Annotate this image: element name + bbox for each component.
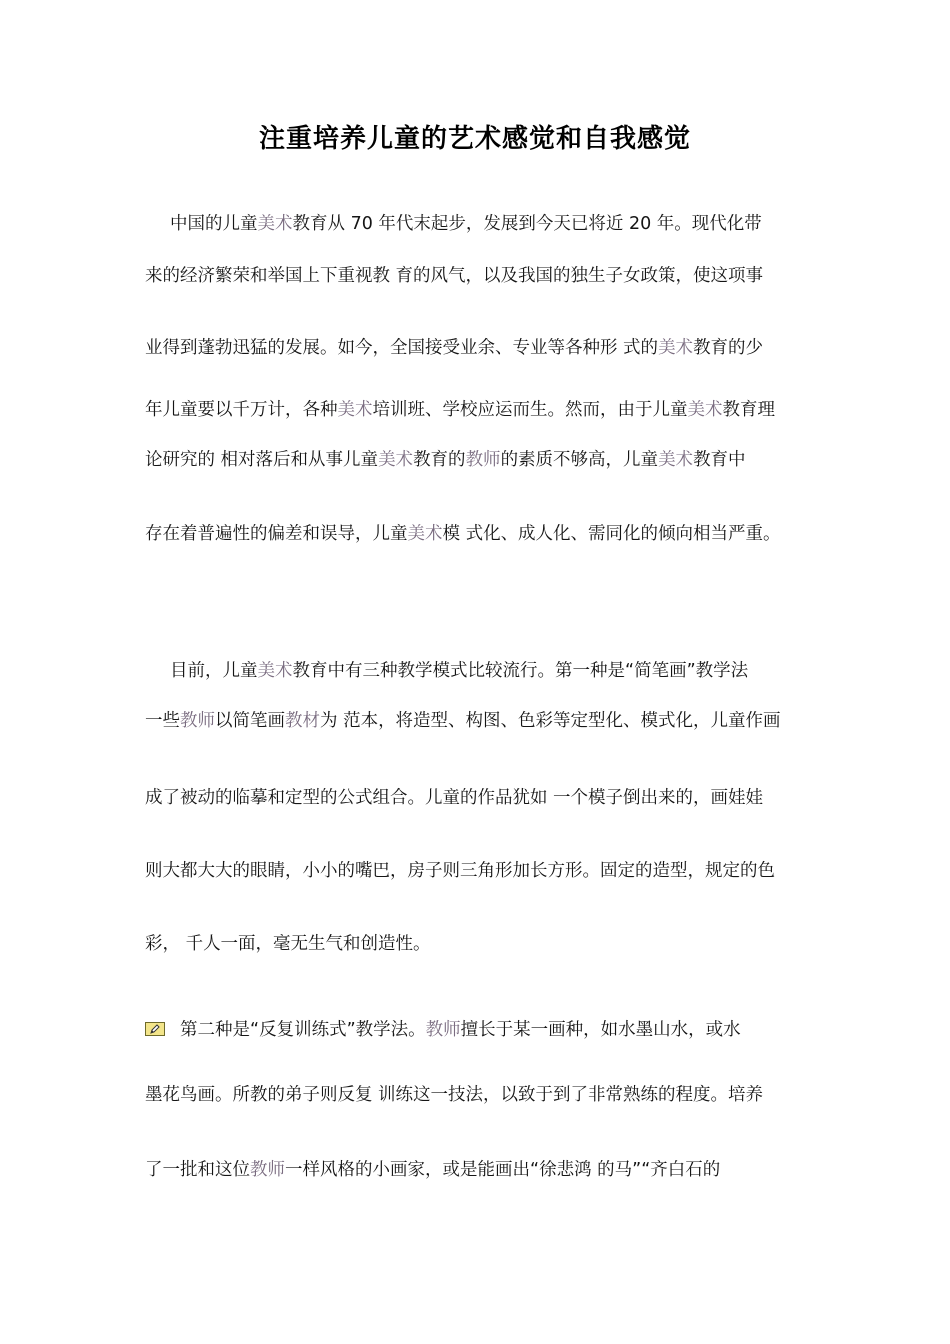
paragraph-2-line-2	[145, 709, 825, 733]
keyword-link[interactable]: 美术	[378, 450, 414, 470]
text-segment: 模 式化、成人化、需同化的倾向相当严重。	[442, 524, 781, 544]
paragraph-2-line-1	[170, 659, 850, 683]
text-segment: 墨花鸟画。所教的弟子则反复 训练这一技法，以致于到了非常熟练的程度。培养	[145, 1085, 764, 1105]
text-segment: 教育理	[722, 400, 775, 420]
paragraph-1-line-1	[170, 212, 850, 236]
keyword-link[interactable]: 教师	[425, 1020, 461, 1040]
paragraph-3-line-1	[180, 1018, 860, 1042]
keyword-link[interactable]: 教师	[465, 450, 501, 470]
text-segment: 业得到蓬勃迅猛的发展。如今，全国接受业余、专业等各种形 式的	[145, 338, 659, 358]
text-segment: 以简笔画	[215, 711, 285, 731]
paragraph-3-line-3	[145, 1158, 825, 1182]
text-segment: 一样风格的小画家，或是能画出“徐悲鸿 的马”“齐白石的	[285, 1160, 721, 1180]
pencil-icon	[149, 1023, 161, 1035]
text-segment: 成了被动的临摹和定型的公式组合。儿童的作品犹如 一个模子倒出来的，画娃娃	[145, 788, 764, 808]
text-segment: 教育从 70 年代末起步，发展到今天已将近 20 年。现代化带	[292, 214, 762, 234]
text-segment: 教育的少	[693, 338, 764, 358]
paragraph-2-line-4	[145, 859, 825, 883]
paragraph-1-line-4	[145, 398, 825, 422]
keyword-link[interactable]: 教材	[285, 711, 320, 731]
text-segment: 论研究的 相对落后和从事儿童	[145, 450, 379, 470]
keyword-link[interactable]: 美术	[337, 400, 373, 420]
keyword-link[interactable]: 教师	[250, 1160, 285, 1180]
document-title: 注重培养儿童的艺术感觉和自我感觉	[258, 124, 691, 154]
paragraph-3-line-2	[145, 1083, 825, 1107]
text-segment: 目前，儿童	[170, 661, 258, 681]
text-segment: 第二种是“反复训练式”教学法。	[180, 1020, 426, 1040]
text-segment: 了一批和这位	[145, 1160, 250, 1180]
paragraph-1-line-3	[145, 336, 825, 360]
paragraph-2-line-3	[145, 786, 825, 810]
text-segment: 年儿童要以千万计，各种	[145, 400, 338, 420]
text-segment: 擅长于某一画种，如水墨山水，或水	[460, 1020, 741, 1040]
text-segment: 教育中有三种教学模式比较流行。第一种是“简笔画”教学法	[292, 661, 749, 681]
text-segment: 则大都大大的眼睛，小小的嘴巴，房子则三角形加长方形。固定的造型，规定的色	[145, 861, 775, 881]
paragraph-2-line-5	[145, 932, 825, 956]
text-segment: 彩， 千人一面，毫无生气和创造性。	[145, 934, 431, 954]
keyword-link[interactable]: 美术	[687, 400, 723, 420]
text-segment: 中国的儿童	[170, 214, 258, 234]
edit-note-icon[interactable]	[145, 1022, 165, 1036]
keyword-link[interactable]: 美术	[257, 661, 293, 681]
keyword-link[interactable]: 美术	[658, 338, 694, 358]
text-segment: 的素质不够高，儿童	[500, 450, 659, 470]
text-segment: 培训班、学校应运而生。然而，由于儿童	[372, 400, 688, 420]
paragraph-1-line-6	[145, 522, 825, 546]
text-segment: 一些	[145, 711, 180, 731]
text-segment: 教育的	[413, 450, 466, 470]
text-segment: 存在着普遍性的偏差和误导，儿童	[145, 524, 408, 544]
keyword-link[interactable]: 美术	[407, 524, 443, 544]
text-segment: 来的经济繁荣和举国上下重视教 育的风气，以及我国的独生子女政策，使这项事	[145, 266, 764, 286]
text-segment: 教育中	[693, 450, 746, 470]
paragraph-1-line-5	[145, 448, 825, 472]
keyword-link[interactable]: 美术	[257, 214, 293, 234]
text-segment: 为 范本，将造型、构图、色彩等定型化、模式化，儿童作画	[320, 711, 781, 731]
paragraph-1-line-2	[145, 264, 825, 288]
keyword-link[interactable]: 教师	[180, 711, 215, 731]
keyword-link[interactable]: 美术	[658, 450, 694, 470]
